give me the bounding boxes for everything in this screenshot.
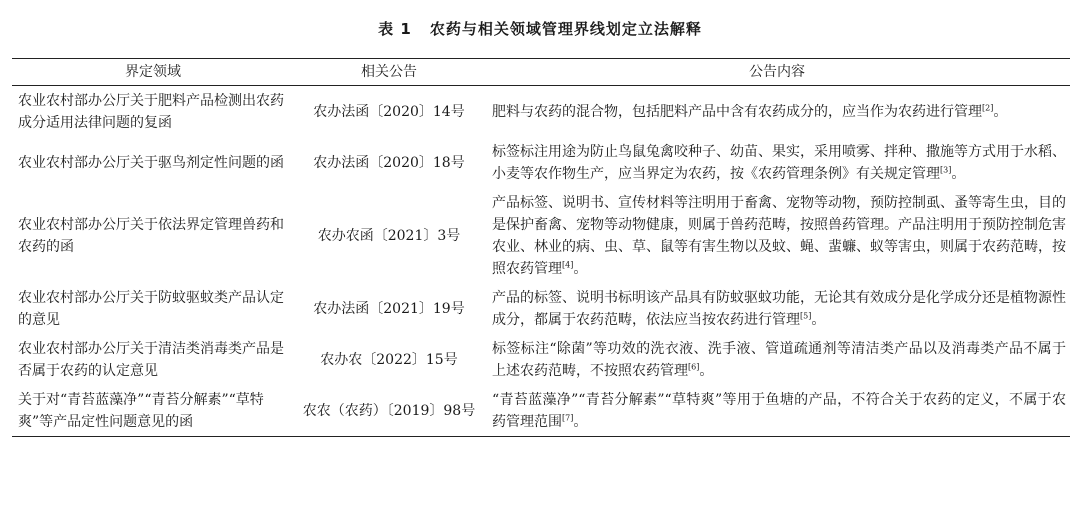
content-text: 标签标注用途为防止鸟鼠兔禽咬种子、幼苗、果实，采用喷雾、拌种、撒施等方式用于水稻、小麦等农作物生产，应当界定为农药，按《农药管理条例》有关规定管理	[492, 144, 1066, 182]
cell-domain: 农业农村部办公厅关于清洁类消毒类产品是否属于农药的认定意见	[18, 341, 284, 379]
header-notice: 相关公告	[361, 64, 417, 80]
cell-notice: 农农（农药）〔2019〕98号	[302, 403, 476, 419]
table-header-row	[12, 59, 1070, 86]
content-text: “青苔蓝藻净”“青苔分解素”“草特爽”等用于鱼塘的产品，不符合关于农药的定义，不属于农药管理范围	[492, 392, 1066, 430]
table-title	[0, 18, 1080, 39]
cell-content	[484, 137, 1070, 188]
citation-ref[interactable]: [3]	[940, 165, 952, 175]
table-row	[12, 385, 1070, 437]
citation-ref[interactable]: [2]	[982, 103, 994, 113]
content-text: 产品标签、说明书、宣传材料等注明用于畜禽、宠物等动物，预防控制虱、蚤等寄生虫，目的是保护畜禽、宠物等动物健康，则属于兽药范畴，按照兽药管理。产品注明用于预防控制危害农业、林业的病、虫、草、鼠等有害生物以及蚊、蝇、蜚蠊、蚁等害虫，则属于农药范畴，按照农药管理	[492, 195, 1066, 277]
cell-notice: 农办法函〔2021〕19号	[313, 301, 465, 317]
table-row	[12, 188, 1070, 283]
regulation-table	[12, 58, 1070, 437]
citation-ref[interactable]: [4]	[562, 260, 574, 270]
cell-notice: 农办法函〔2020〕18号	[313, 155, 465, 171]
period: 。	[993, 104, 1008, 120]
table-row	[12, 283, 1070, 334]
table-row	[12, 137, 1070, 188]
table-row	[12, 86, 1070, 138]
table-number: 表 1	[378, 20, 412, 38]
period: 。	[573, 261, 588, 277]
citation-ref[interactable]: [6]	[688, 362, 700, 372]
cell-content	[484, 188, 1070, 283]
table-title-text: 农药与相关领域管理界线划定立法解释	[429, 20, 702, 38]
period: 。	[951, 166, 966, 182]
period: 。	[573, 414, 588, 430]
cell-domain: 农业农村部办公厅关于依法界定管理兽药和农药的函	[18, 217, 284, 255]
cell-content	[484, 385, 1070, 437]
period: 。	[699, 363, 714, 379]
cell-content	[484, 86, 1070, 138]
cell-notice: 农办农〔2022〕15号	[320, 352, 458, 368]
citation-ref[interactable]: [7]	[562, 413, 574, 423]
table-row	[12, 334, 1070, 385]
cell-domain: 关于对“青苔蓝藻净”“青苔分解素”“草特爽”等产品定性问题意见的函	[18, 392, 264, 430]
cell-domain: 农业农村部办公厅关于肥料产品检测出农药成分适用法律问题的复函	[18, 93, 284, 131]
citation-ref[interactable]: [5]	[800, 311, 812, 321]
content-text: 标签标注“除菌”等功效的洗衣液、洗手液、管道疏通剂等清洁类产品以及消毒类产品不属于上述农药范畴，不按照农药管理	[492, 341, 1066, 379]
content-text: 产品的标签、说明书标明该产品具有防蚊驱蚊功能，无论其有效成分是化学成分还是植物源性成分，都属于农药范畴，依法应当按农药进行管理	[492, 290, 1066, 328]
cell-domain: 农业农村部办公厅关于驱鸟剂定性问题的函	[18, 155, 284, 171]
cell-content	[484, 334, 1070, 385]
cell-notice: 农办农函〔2021〕3号	[317, 228, 461, 244]
header-domain: 界定领域	[125, 64, 181, 80]
period: 。	[811, 312, 826, 328]
cell-domain: 农业农村部办公厅关于防蚊驱蚊类产品认定的意见	[18, 290, 284, 328]
content-text: 肥料与农药的混合物，包括肥料产品中含有农药成分的，应当作为农药进行管理	[492, 104, 982, 120]
header-content: 公告内容	[749, 64, 805, 80]
cell-content	[484, 283, 1070, 334]
cell-notice: 农办法函〔2020〕14号	[313, 104, 465, 120]
